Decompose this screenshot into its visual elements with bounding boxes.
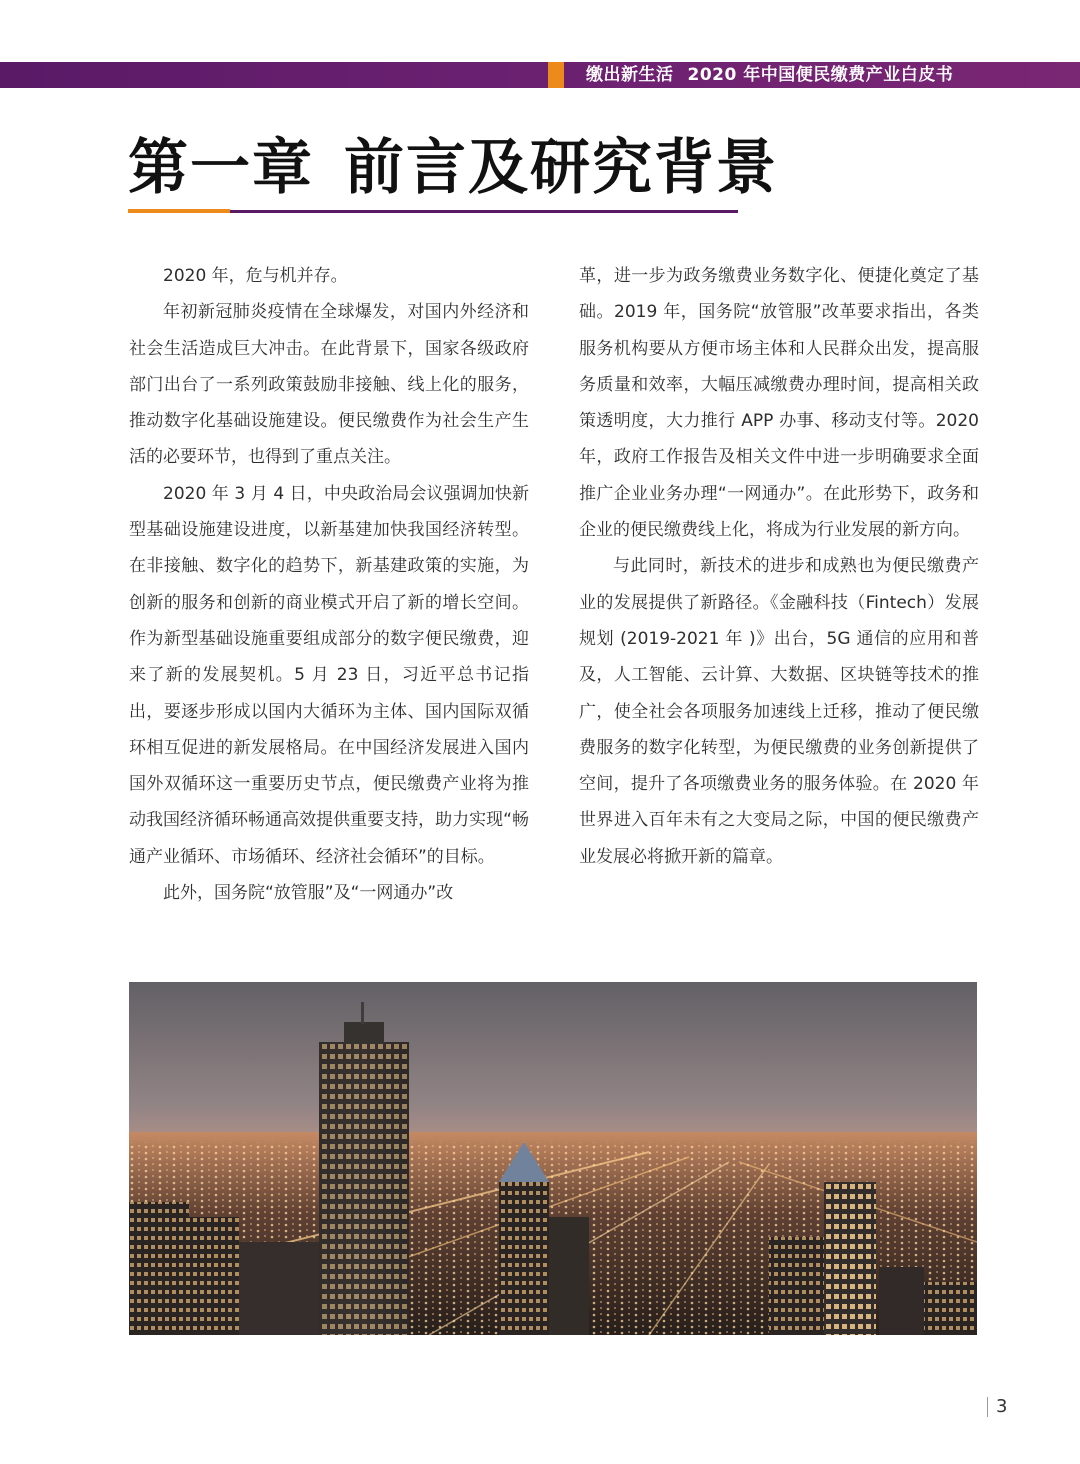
title-underline xyxy=(230,210,738,213)
paragraph: 2020 年，危与机并存。 xyxy=(163,266,348,286)
left-text-column xyxy=(129,258,529,911)
header-report-title: 2020 年中国便民缴费产业白皮书 xyxy=(687,65,954,85)
paragraph: 此外，国务院“放管服”及“一网通办”改 xyxy=(163,883,454,904)
paragraph: 年初新冠肺炎疫情在全球爆发，对国内外经济和社会生活造成巨大冲击。在此背景下，国家各级政府部门出台了一系列政策鼓励非接触、线上化的服务，推动数字化基础设施建设。便民缴费作为社会生产生活的必要环节，也得到了重点关注。 xyxy=(129,302,529,468)
paragraph: 与此同时，新技术的进步和成熟也为便民缴费产业的发展提供了新路径。《金融科技（Fintech）发展规划 (2019-2021 年 )》出台，5G 通信的应用和普及，人工智能、云计算、大数据、区块链等技术的推广，使全社会各项服务加速线上迁移，推动了便民缴费服务的数字化转型，为便民缴费的业务创新提供了空间，提升了各项缴费业务的服务体验。在 2020 年世界进入百年未有之大变局之际，中国的便民缴费产业发展必将掀开新的篇章。 xyxy=(579,556,979,867)
running-header xyxy=(586,62,953,88)
title-underline-accent xyxy=(128,209,230,213)
city-night-photo xyxy=(129,982,977,1335)
header-slogan: 缴出新生活 xyxy=(586,65,674,85)
chapter-name: 前言及研究背景 xyxy=(344,133,778,203)
chapter-number: 第一章 xyxy=(128,133,314,203)
paragraph: 2020 年 3 月 4 日，中央政治局会议强调加快新型基础设施建设进度，以新基建加快我国经济转型。在非接触、数字化的趋势下，新基建政策的实施，为创新的服务和创新的商业模式开启了新的增长空间。作为新型基础设施重要组成部分的数字便民缴费，迎来了新的发展契机。5 月 23 日，习近平总书记指出，要逐步形成以国内大循环为主体、国内国际双循环相互促进的新发展格局。在中国经济发展进入国内国外双循环这一重要历史节点，便民缴费产业将为推动我国经济循环畅通高效提供重要支持，助力实现“畅通产业循环、市场循环、经济社会循环”的目标。 xyxy=(129,483,529,867)
chapter-title xyxy=(128,130,778,206)
paragraph: 革，进一步为政务缴费业务数字化、便捷化奠定了基础。2019 年，国务院“放管服”改革要求指出，各类服务机构要从方便市场主体和人民群众出发，提高服务质量和效率，大幅压减缴费办理时间，提高相关政策透明度，大力推行 APP 办事、移动支付等。2020 年，政府工作报告及相关文件中进一步明确要求全面推广企业业务办理“一网通办”。在此形势下，政务和企业的便民缴费线上化，将成为行业发展的新方向。 xyxy=(579,266,979,541)
right-text-column xyxy=(579,258,979,875)
page-number: 3 xyxy=(996,1396,1008,1417)
header-accent-block xyxy=(548,62,564,88)
page-number-divider xyxy=(987,1397,988,1417)
